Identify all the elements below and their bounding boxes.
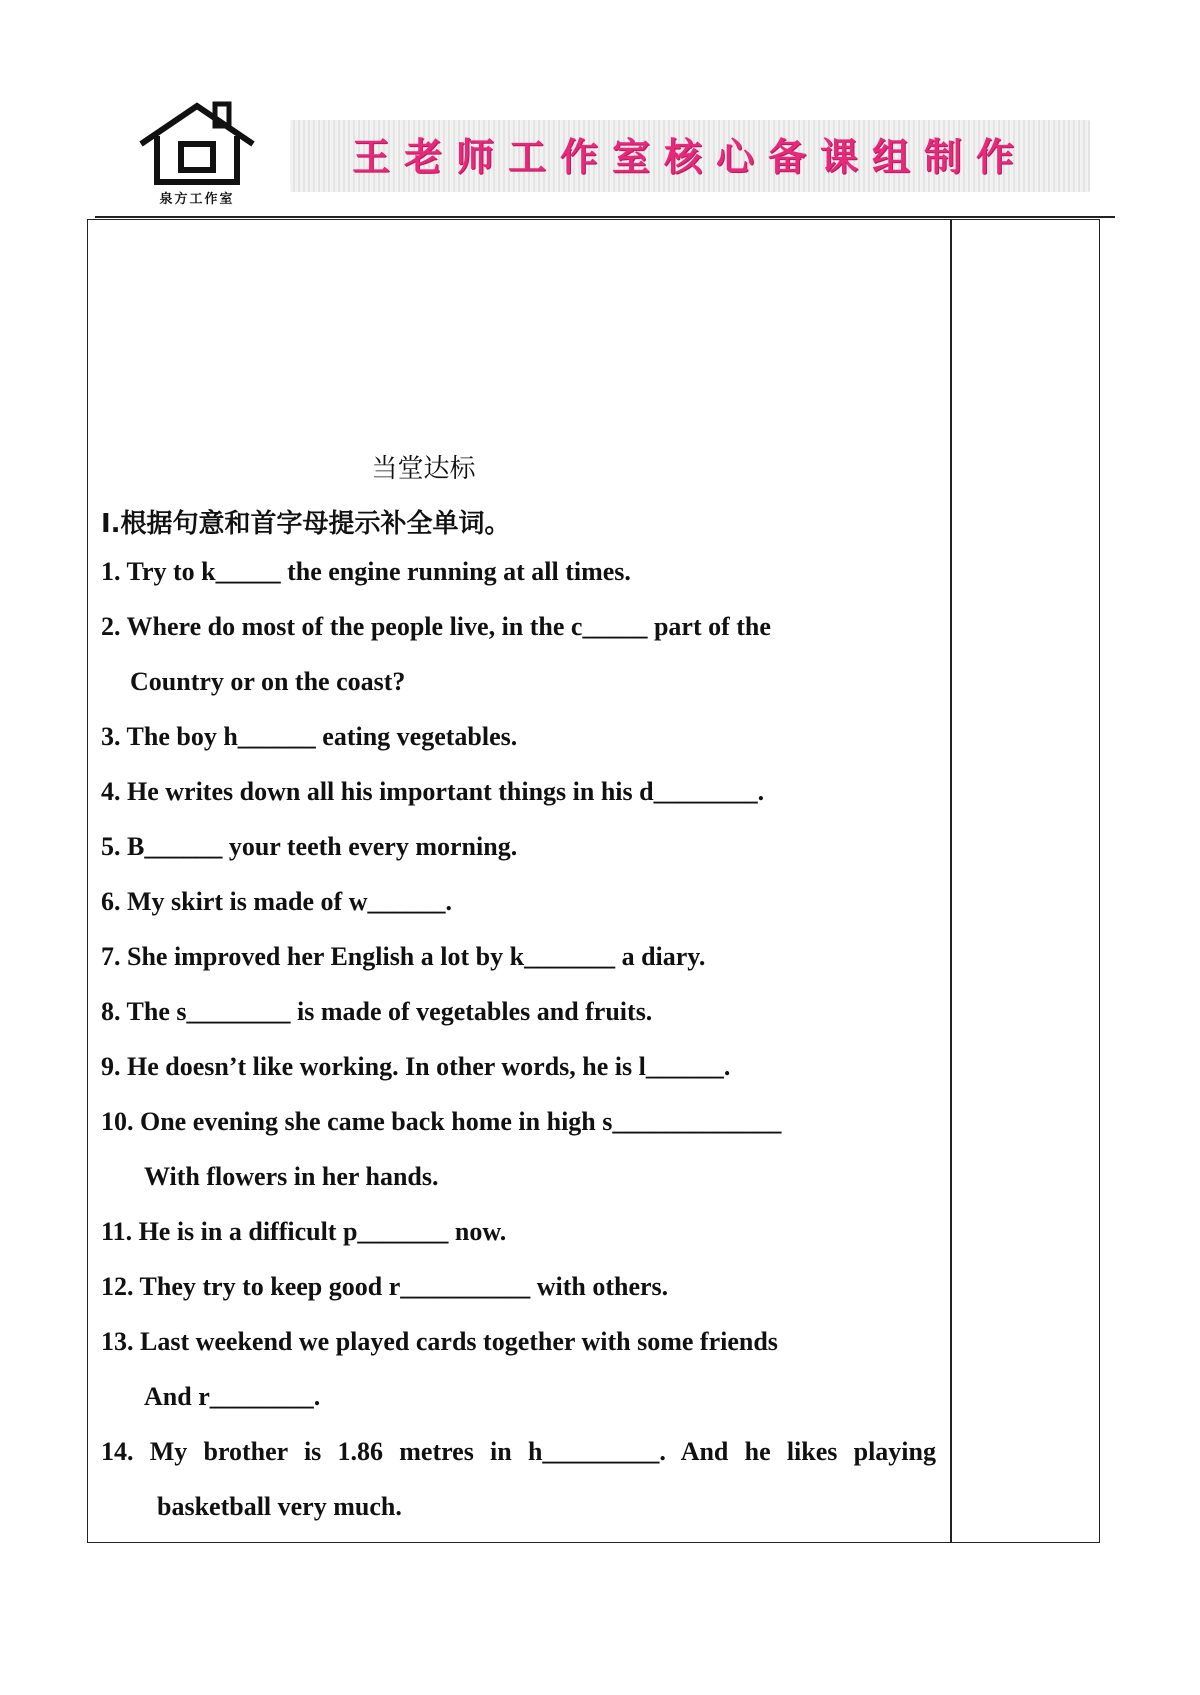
exercise-line: With flowers in her hands. xyxy=(144,1162,439,1191)
exercise-line: Country or on the coast? xyxy=(130,667,406,696)
exercise-line: 13. Last weekend we played cards together with some friends xyxy=(101,1327,778,1356)
exercise-line: 7. She improved her English a lot by k_______ a diary. xyxy=(101,942,706,971)
exercise-line: 6. My skirt is made of w______. xyxy=(101,887,452,916)
section-title: 当堂达标 xyxy=(371,454,476,484)
exercise-line: 3. The boy h______ eating vegetables. xyxy=(101,722,518,751)
instruction: I.根据句意和首字母提示补全单词。 xyxy=(101,509,511,539)
exercise-line: 9. He doesn’t like working. In other words, he is l______. xyxy=(101,1052,731,1081)
exercise-line: 11. He is in a difficult p_______ now. xyxy=(101,1217,507,1246)
page-header xyxy=(95,100,1115,218)
header-banner xyxy=(290,120,1090,192)
studio-logo xyxy=(137,100,257,210)
banner-text: 王老师工作室核心备课组制作 xyxy=(351,135,1028,179)
column-divider xyxy=(950,220,952,1542)
exercise-line: 2. Where do most of the people live, in the c_____ part of the xyxy=(101,612,771,641)
exercise-line: basketball very much. xyxy=(157,1492,402,1521)
exercise-line: 14. My brother is 1.86 metres in h_________. And he likes playing xyxy=(101,1437,936,1466)
exercise-line: 8. The s________ is made of vegetables and fruits. xyxy=(101,997,653,1026)
exercise-line: 5. B______ your teeth every morning. xyxy=(101,832,518,861)
exercise-line: 1. Try to k_____ the engine running at all times. xyxy=(101,557,631,586)
worksheet-table xyxy=(87,219,1100,1543)
exercise-line: And r________. xyxy=(144,1382,321,1411)
exercise-line: 4. He writes down all his important things in his d________. xyxy=(101,777,765,806)
header-rule xyxy=(95,216,1115,218)
exercise-line: 12. They try to keep good r__________ with others. xyxy=(101,1272,669,1301)
logo-text: 泉方工作室 xyxy=(159,192,235,207)
house-icon xyxy=(137,100,257,192)
exercise-line: 10. One evening she came back home in high s_____________ xyxy=(101,1107,782,1136)
